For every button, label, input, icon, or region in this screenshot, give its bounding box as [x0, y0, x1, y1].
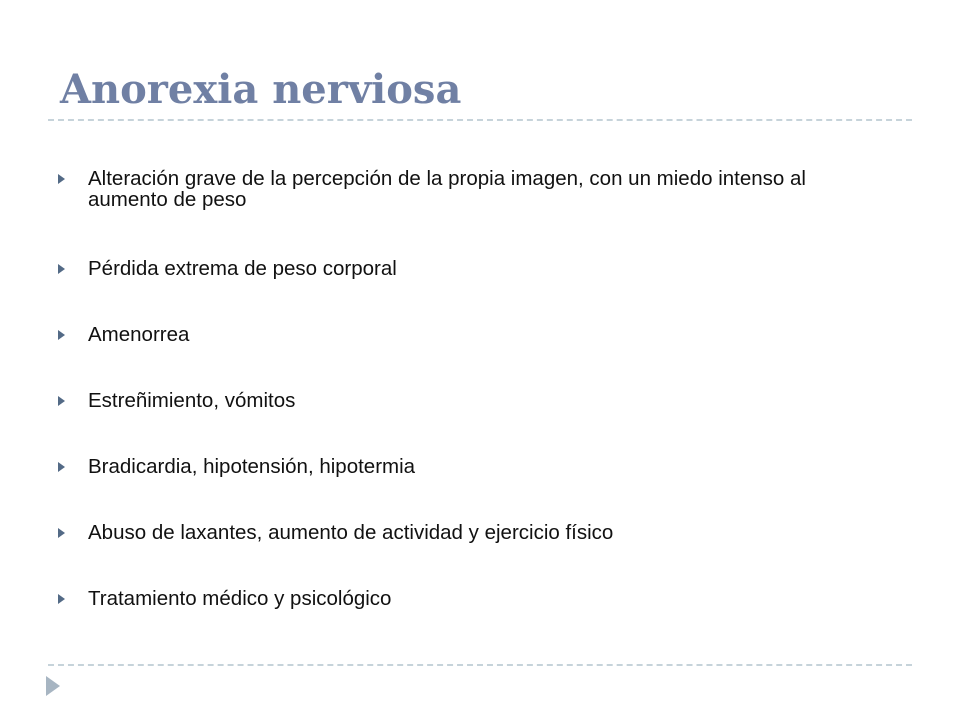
- triangle-right-icon: [58, 594, 65, 604]
- bullet-text: Tratamiento médico y psicológico: [88, 587, 392, 610]
- triangle-right-icon: [58, 528, 65, 538]
- footer-divider: [48, 664, 912, 666]
- bullet-text: Amenorrea: [88, 323, 190, 346]
- bullet-item: [56, 258, 876, 279]
- bullet-text: Abuso de laxantes, aumento de actividad y ejercicio físico: [88, 521, 614, 544]
- bullet-text: Pérdida extrema de peso corporal: [88, 257, 397, 280]
- bullet-text: Alteración grave de la percepción de la propia imagen, con un miedo intenso al aumento de peso: [88, 167, 806, 211]
- title-divider: [48, 119, 912, 121]
- triangle-right-icon: [58, 462, 65, 472]
- triangle-right-icon: [46, 676, 60, 696]
- bullet-item: [56, 456, 876, 477]
- bullet-item: [56, 168, 876, 210]
- bullet-text: Estreñimiento, vómitos: [88, 389, 296, 412]
- triangle-right-icon: [58, 396, 65, 406]
- bullet-text: Bradicardia, hipotensión, hipotermia: [88, 455, 416, 478]
- bullet-item: [56, 588, 876, 609]
- triangle-right-icon: [58, 330, 65, 340]
- bullet-list: [56, 168, 876, 609]
- triangle-right-icon: [58, 174, 65, 184]
- triangle-right-icon: [58, 264, 65, 274]
- bullet-item: [56, 324, 876, 345]
- bullet-item: [56, 390, 876, 411]
- bullet-item: [56, 522, 876, 543]
- slide-title: Anorexia nerviosa: [60, 66, 462, 113]
